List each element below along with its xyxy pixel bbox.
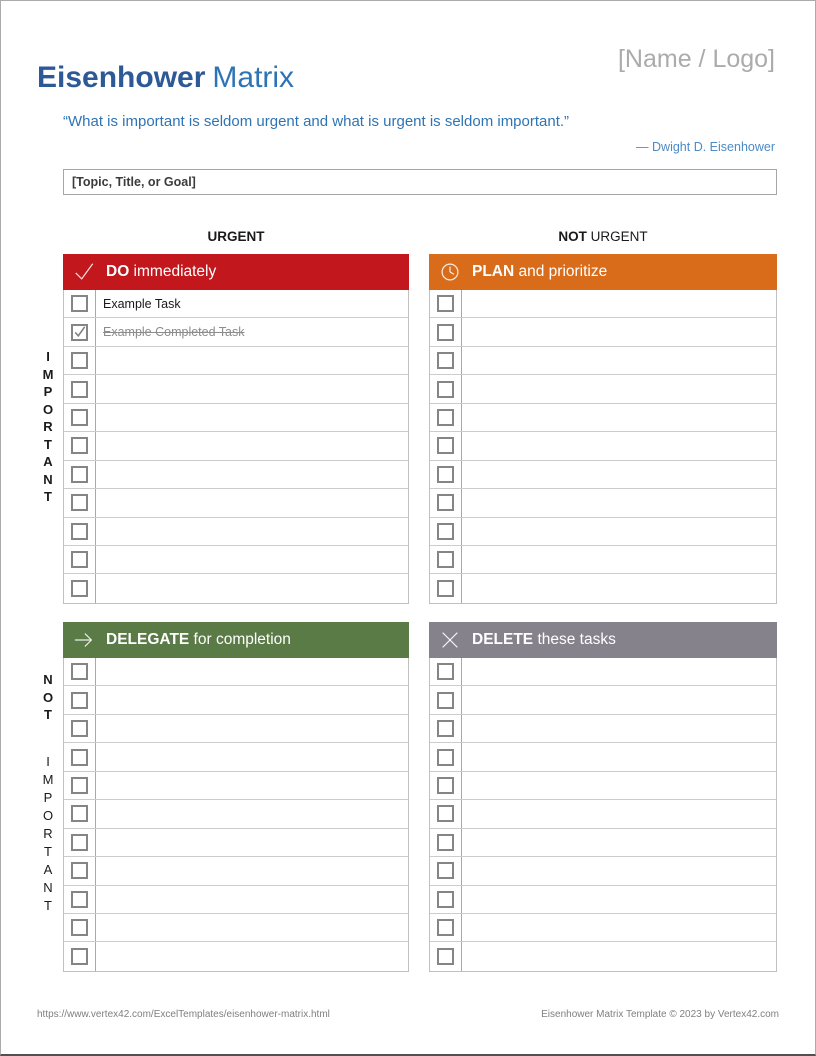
task-text-cell[interactable] [96,404,408,431]
task-row [430,574,776,602]
task-checkbox-cell [430,574,462,602]
task-text-cell[interactable] [462,857,776,884]
task-row [64,715,408,743]
task-text-cell[interactable] [462,942,776,970]
quadrant-delegate-task-list [63,658,409,972]
task-text-cell[interactable] [96,375,408,402]
topic-title-goal-field[interactable] [63,169,777,195]
task-checkbox-cell [430,290,462,317]
task-row [64,800,408,828]
task-checkbox[interactable] [437,324,454,341]
task-checkbox[interactable] [71,891,88,908]
vertical-label-letter: T [44,844,52,859]
task-checkbox-cell [430,743,462,770]
task-checkbox-cell [64,318,96,345]
task-checkbox[interactable] [71,352,88,369]
task-row [64,914,408,942]
clock-icon [439,261,461,283]
task-row [64,772,408,800]
vertical-label-letter: T [44,707,52,722]
task-text-cell[interactable] [462,318,776,345]
quadrant-delete [429,622,777,972]
vertical-label-letter: A [43,862,53,877]
vertical-label-letter: N [43,471,53,487]
quadrant-plan-task-list [429,290,777,604]
task-row [64,404,408,432]
task-text-cell[interactable] [462,886,776,913]
task-checkbox-cell [430,772,462,799]
task-checkbox[interactable] [437,834,454,851]
task-checkbox[interactable] [71,466,88,483]
task-checkbox-cell [430,686,462,713]
task-checkbox[interactable] [71,749,88,766]
task-row [430,489,776,517]
task-checkbox-cell [64,489,96,516]
task-checkbox[interactable] [437,919,454,936]
task-checkbox-cell [64,518,96,545]
task-checkbox-cell [64,886,96,913]
task-checkbox[interactable] [437,409,454,426]
arrow-right-icon [73,629,95,651]
task-checkbox[interactable] [71,862,88,879]
task-checkbox-cell [430,404,462,431]
task-checkbox[interactable] [437,663,454,680]
task-checkbox-cell [430,800,462,827]
task-text-cell[interactable] [462,375,776,402]
task-text-cell[interactable] [462,829,776,856]
quadrant-delegate [63,622,409,972]
task-checkbox[interactable] [71,494,88,511]
task-text-cell[interactable] [462,772,776,799]
task-checkbox-cell [64,375,96,402]
task-row [430,743,776,771]
vertical-label-letter: I [46,754,50,769]
task-checkbox-cell [430,518,462,545]
task-row [430,290,776,318]
task-checkbox-cell [430,461,462,488]
quadrant-do-task-list [63,290,409,604]
task-checkbox[interactable] [437,580,454,597]
task-checkbox[interactable] [437,777,454,794]
task-text-cell[interactable] [96,914,408,941]
task-checkbox[interactable] [71,948,88,965]
vertical-label-letter: O [42,689,54,705]
task-text-cell[interactable] [96,658,408,685]
task-checkbox[interactable] [437,862,454,879]
quadrant-do-header [63,254,409,290]
task-text-cell[interactable] [96,886,408,913]
task-checkbox-cell [64,546,96,573]
vertical-label-letter: T [44,489,52,504]
task-row [64,546,408,574]
task-row [430,886,776,914]
task-checkbox[interactable] [71,437,88,454]
task-checkbox-cell [430,432,462,459]
task-text-cell[interactable] [462,432,776,459]
task-row [430,347,776,375]
task-row [64,743,408,771]
task-checkbox-cell [64,404,96,431]
quote-text: “What is important is seldom urgent and what is urgent is seldom important.” [63,113,570,130]
task-row [430,686,776,714]
task-checkbox[interactable] [437,551,454,568]
task-checkbox[interactable] [71,777,88,794]
task-checkbox[interactable] [71,805,88,822]
task-row [430,432,776,460]
name-logo-placeholder[interactable]: [Name / Logo] [617,45,775,73]
task-row [64,857,408,885]
quadrant-plan [429,254,777,604]
task-checkbox-cell [64,686,96,713]
task-checkbox[interactable] [71,580,88,597]
task-row [64,318,408,346]
vertical-label-letter: P [43,384,53,399]
task-checkbox-cell [64,772,96,799]
task-row [430,461,776,489]
task-text-cell[interactable] [462,686,776,713]
task-row [430,914,776,942]
vertical-label-letter: R [43,419,53,434]
task-checkbox-cell [64,658,96,685]
task-checkbox-cell [64,829,96,856]
task-checkbox-cell [64,743,96,770]
task-checkbox[interactable] [437,692,454,709]
quadrant-delete-title: DELETE these tasks [472,631,616,648]
task-text-cell[interactable] [462,743,776,770]
task-checkbox[interactable] [437,805,454,822]
task-checkbox-cell [430,942,462,970]
row-label-important [37,348,59,506]
vertical-label-letter: R [43,826,53,841]
task-checkbox[interactable] [71,720,88,737]
task-text-cell[interactable] [96,432,408,459]
row-label-not-important [37,753,59,915]
x-icon [439,629,461,651]
column-header-urgent: URGENT [207,229,265,244]
task-text-cell[interactable] [96,800,408,827]
task-row [64,942,408,970]
task-text-cell[interactable] [462,518,776,545]
task-checkbox-cell [64,461,96,488]
task-text-cell[interactable] [462,658,776,685]
check-icon [73,261,95,283]
quote-attribution: — Dwight D. Eisenhower [636,140,775,154]
quadrant-delete-task-list [429,658,777,972]
task-row [64,658,408,686]
task-text-cell[interactable] [96,942,408,970]
task-checkbox-cell [64,857,96,884]
task-checkbox-cell [64,942,96,970]
task-checkbox[interactable] [437,352,454,369]
task-text-cell[interactable]: Example Task [103,296,181,311]
task-checkbox-cell [64,290,96,317]
task-text-cell[interactable] [462,546,776,573]
task-text-cell[interactable] [462,800,776,827]
vertical-label-letter: N [43,672,53,687]
vertical-label-letter: T [44,898,52,913]
task-row [64,886,408,914]
task-row [430,318,776,346]
task-text-cell[interactable] [96,574,408,602]
task-checkbox-cell [430,886,462,913]
task-checkbox[interactable] [437,749,454,766]
task-checkbox-cell [430,829,462,856]
task-row [430,375,776,403]
footer-url-link[interactable]: https://www.vertex42.com/ExcelTemplates/eisenhower-matrix.html [37,1009,330,1020]
quadrant-delete-header [429,622,777,658]
vertical-label-letter: M [42,772,54,787]
task-checkbox[interactable] [71,295,88,312]
task-row [64,686,408,714]
task-text-cell[interactable] [96,546,408,573]
task-row [64,347,408,375]
task-row [430,800,776,828]
task-checkbox[interactable] [71,523,88,540]
task-text-cell[interactable] [96,829,408,856]
task-row [64,432,408,460]
quadrant-plan-header [429,254,777,290]
task-row [430,772,776,800]
task-checkbox[interactable] [437,720,454,737]
quadrant-delegate-title: DELEGATE for completion [106,631,291,648]
task-checkbox[interactable] [71,919,88,936]
row-label-not [37,671,59,724]
task-checkbox[interactable] [437,948,454,965]
task-text-cell[interactable] [462,290,776,317]
task-checkbox-cell [64,432,96,459]
quadrant-plan-title: PLAN and prioritize [472,263,608,280]
task-checkbox-cell [430,375,462,402]
task-checkbox-cell [430,546,462,573]
footer-copyright: Eisenhower Matrix Template © 2023 by Vertex42.com [541,1009,779,1020]
task-checkbox-cell [64,574,96,602]
vertical-label-letter: O [42,808,54,823]
task-row [64,290,408,318]
task-text-cell[interactable] [462,404,776,431]
task-checkbox[interactable] [71,551,88,568]
quadrant-do [63,254,409,604]
page-title [37,61,294,94]
quadrant-delegate-header [63,622,409,658]
task-row [64,518,408,546]
task-row [430,658,776,686]
vertical-label-letter: A [43,454,53,469]
task-text-cell[interactable] [462,461,776,488]
vertical-label-letter: N [43,880,53,895]
task-checkbox-cell [430,318,462,345]
task-text-cell[interactable] [96,743,408,770]
task-text-cell[interactable] [96,489,408,516]
task-checkbox[interactable] [437,891,454,908]
task-text-cell[interactable] [96,772,408,799]
task-checkbox-cell [430,857,462,884]
vertical-label-letter: O [42,401,54,417]
task-row [430,857,776,885]
task-checkbox-cell [64,914,96,941]
topic-field-value: [Topic, Title, or Goal] [72,175,196,189]
task-checkbox[interactable] [437,523,454,540]
task-row [64,489,408,517]
task-row [64,461,408,489]
task-row [430,404,776,432]
vertical-label-letter: P [43,790,53,805]
task-checkbox-cell [64,347,96,374]
vertical-label-letter: M [42,366,54,382]
task-text-cell[interactable] [462,347,776,374]
task-checkbox-cell [430,347,462,374]
task-checkbox-cell [64,800,96,827]
task-text-cell[interactable] [96,347,408,374]
task-checkbox-cell [64,715,96,742]
vertical-label-letter: I [46,349,50,364]
task-checkbox[interactable] [437,295,454,312]
task-row [430,829,776,857]
task-text-cell[interactable]: Example Completed Task [103,325,245,340]
task-checkbox-cell [430,715,462,742]
quadrant-do-title: DO immediately [106,263,217,280]
task-row [64,829,408,857]
task-checkbox-cell [430,658,462,685]
task-checkbox[interactable] [71,409,88,426]
column-header-not-urgent [429,229,777,244]
task-text-cell[interactable] [462,715,776,742]
task-checkbox[interactable] [71,834,88,851]
task-checkbox[interactable] [437,437,454,454]
task-checkbox[interactable] [437,466,454,483]
task-checkbox[interactable] [71,663,88,680]
task-row [430,942,776,970]
task-row [430,715,776,743]
vertical-label-letter: T [44,436,52,452]
page-title-bold: Eisenhower [37,61,206,95]
page-title-regular: Matrix [212,61,295,95]
task-text-cell[interactable] [462,914,776,941]
task-row [64,574,408,602]
task-row [430,546,776,574]
task-text-cell[interactable] [96,461,408,488]
task-text-cell[interactable] [462,489,776,516]
task-checkbox[interactable] [71,381,88,398]
task-row [430,518,776,546]
task-checkbox[interactable] [437,494,454,511]
task-text-cell[interactable] [96,715,408,742]
task-text-cell[interactable] [96,518,408,545]
column-header-not-urgent-rest: URGENT [586,229,648,244]
column-header-not-urgent-bold: NOT [558,229,587,244]
task-row [64,375,408,403]
task-checkbox-cell [430,914,462,941]
task-text-cell[interactable] [462,574,776,602]
task-checkbox-checked[interactable] [71,324,88,341]
task-checkbox[interactable] [437,381,454,398]
task-checkbox-cell [430,489,462,516]
task-checkbox[interactable] [71,692,88,709]
task-text-cell[interactable] [96,857,408,884]
task-text-cell[interactable] [96,686,408,713]
